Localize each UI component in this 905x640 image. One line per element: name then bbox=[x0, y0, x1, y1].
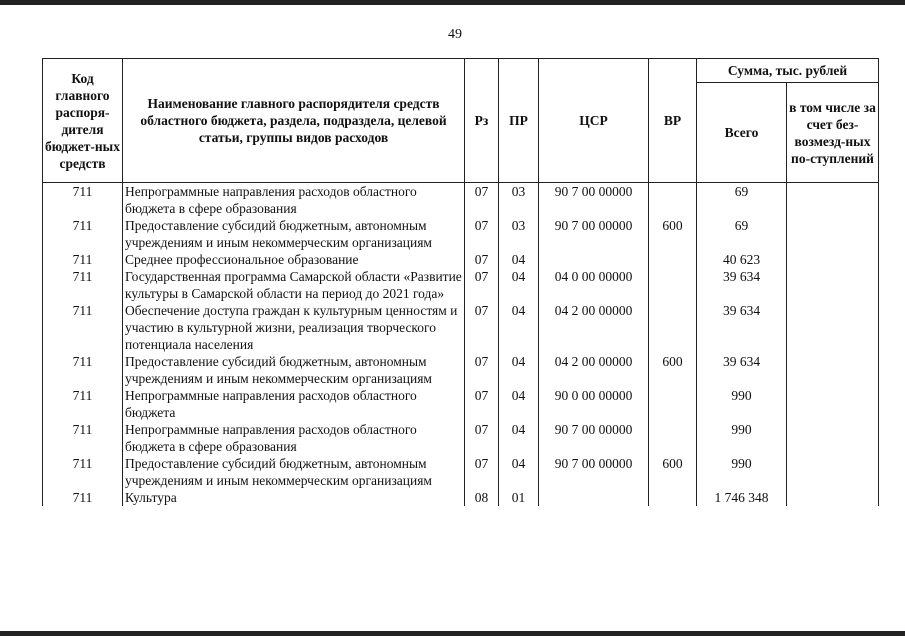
table-row bbox=[43, 251, 879, 268]
table-row bbox=[43, 387, 879, 421]
cell-grants bbox=[787, 489, 879, 506]
table-row bbox=[43, 217, 879, 251]
cell-code: 711 bbox=[43, 421, 123, 455]
cell-total: 990 bbox=[697, 455, 787, 489]
cell-rz: 07 bbox=[465, 251, 499, 268]
cell-pr: 04 bbox=[499, 268, 539, 302]
cell-pr: 04 bbox=[499, 387, 539, 421]
cell-total: 39 634 bbox=[697, 353, 787, 387]
cell-rz: 07 bbox=[465, 302, 499, 353]
cell-pr: 04 bbox=[499, 421, 539, 455]
cell-name: Обеспечение доступа граждан к культурным ценностям и участию в культурной жизни, реализация творческого потенциала населения bbox=[123, 302, 465, 353]
header-csr: ЦСР bbox=[539, 59, 649, 183]
cell-pr: 04 bbox=[499, 302, 539, 353]
cell-csr: 90 7 00 00000 bbox=[539, 421, 649, 455]
cell-vr: 600 bbox=[649, 353, 697, 387]
header-grants: в том числе за счет без-возмезд-ных по-ступлений bbox=[787, 83, 879, 183]
cell-csr: 04 0 00 00000 bbox=[539, 268, 649, 302]
cell-name: Государственная программа Самарской области «Развитие культуры в Самарской области на период до 2021 года» bbox=[123, 268, 465, 302]
cell-vr: 600 bbox=[649, 217, 697, 251]
header-rz: Рз bbox=[465, 59, 499, 183]
table-row bbox=[43, 183, 879, 218]
cell-grants bbox=[787, 251, 879, 268]
cell-code: 711 bbox=[43, 489, 123, 506]
header-code: Код главного распоря-дителя бюджет-ных средств bbox=[43, 59, 123, 183]
cell-vr bbox=[649, 268, 697, 302]
header-name: Наименование главного распорядителя средств областного бюджета, раздела, подраздела, целевой статьи, группы видов расходов bbox=[123, 59, 465, 183]
cell-grants bbox=[787, 183, 879, 218]
table-row bbox=[43, 302, 879, 353]
cell-name: Предоставление субсидий бюджетным, автономным учреждениям и иным некоммерческим организациям bbox=[123, 353, 465, 387]
cell-vr bbox=[649, 183, 697, 218]
cell-total: 990 bbox=[697, 387, 787, 421]
cell-total: 69 bbox=[697, 217, 787, 251]
cell-name: Предоставление субсидий бюджетным, автономным учреждениям и иным некоммерческим организациям bbox=[123, 217, 465, 251]
cell-total: 39 634 bbox=[697, 268, 787, 302]
cell-total: 1 746 348 bbox=[697, 489, 787, 506]
cell-total: 69 bbox=[697, 183, 787, 218]
cell-grants bbox=[787, 302, 879, 353]
cell-csr: 90 7 00 00000 bbox=[539, 455, 649, 489]
cell-vr bbox=[649, 387, 697, 421]
cell-name: Среднее профессиональное образование bbox=[123, 251, 465, 268]
cell-vr bbox=[649, 251, 697, 268]
cell-name: Непрограммные направления расходов областного бюджета в сфере образования bbox=[123, 183, 465, 218]
cell-grants bbox=[787, 217, 879, 251]
cell-csr: 90 7 00 00000 bbox=[539, 183, 649, 218]
table-body bbox=[43, 183, 879, 507]
cell-csr bbox=[539, 251, 649, 268]
page-number: 49 bbox=[448, 27, 462, 42]
cell-csr bbox=[539, 489, 649, 506]
cell-code: 711 bbox=[43, 302, 123, 353]
cell-grants bbox=[787, 421, 879, 455]
cell-pr: 03 bbox=[499, 183, 539, 218]
cell-code: 711 bbox=[43, 455, 123, 489]
cell-pr: 03 bbox=[499, 217, 539, 251]
header-total: Всего bbox=[697, 83, 787, 183]
cell-rz: 07 bbox=[465, 387, 499, 421]
cell-rz: 07 bbox=[465, 353, 499, 387]
header-sum: Сумма, тыс. рублей bbox=[697, 59, 879, 83]
table-row bbox=[43, 268, 879, 302]
cell-pr: 01 bbox=[499, 489, 539, 506]
table-row bbox=[43, 489, 879, 506]
cell-total: 990 bbox=[697, 421, 787, 455]
cell-code: 711 bbox=[43, 217, 123, 251]
table-row bbox=[43, 421, 879, 455]
cell-pr: 04 bbox=[499, 455, 539, 489]
cell-rz: 07 bbox=[465, 455, 499, 489]
cell-rz: 08 bbox=[465, 489, 499, 506]
cell-vr bbox=[649, 421, 697, 455]
cell-pr: 04 bbox=[499, 251, 539, 268]
cell-name: Непрограммные направления расходов областного бюджета bbox=[123, 387, 465, 421]
cell-code: 711 bbox=[43, 268, 123, 302]
cell-total: 40 623 bbox=[697, 251, 787, 268]
table-row bbox=[43, 455, 879, 489]
top-rule bbox=[0, 0, 905, 5]
cell-grants bbox=[787, 455, 879, 489]
cell-rz: 07 bbox=[465, 268, 499, 302]
table-row bbox=[43, 353, 879, 387]
header-pr: ПР bbox=[499, 59, 539, 183]
cell-csr: 90 7 00 00000 bbox=[539, 217, 649, 251]
cell-vr: 600 bbox=[649, 455, 697, 489]
bottom-rule bbox=[0, 631, 905, 636]
cell-rz: 07 bbox=[465, 183, 499, 218]
cell-code: 711 bbox=[43, 387, 123, 421]
cell-csr: 04 2 00 00000 bbox=[539, 353, 649, 387]
cell-total: 39 634 bbox=[697, 302, 787, 353]
cell-grants bbox=[787, 353, 879, 387]
cell-code: 711 bbox=[43, 353, 123, 387]
cell-grants bbox=[787, 268, 879, 302]
cell-rz: 07 bbox=[465, 421, 499, 455]
cell-code: 711 bbox=[43, 183, 123, 218]
budget-table bbox=[42, 58, 879, 506]
cell-vr bbox=[649, 302, 697, 353]
cell-rz: 07 bbox=[465, 217, 499, 251]
cell-csr: 04 2 00 00000 bbox=[539, 302, 649, 353]
cell-grants bbox=[787, 387, 879, 421]
cell-code: 711 bbox=[43, 251, 123, 268]
cell-name: Предоставление субсидий бюджетным, автономным учреждениям и иным некоммерческим организациям bbox=[123, 455, 465, 489]
cell-csr: 90 0 00 00000 bbox=[539, 387, 649, 421]
cell-pr: 04 bbox=[499, 353, 539, 387]
cell-name: Культура bbox=[123, 489, 465, 506]
header-vr: ВР bbox=[649, 59, 697, 183]
cell-vr bbox=[649, 489, 697, 506]
cell-name: Непрограммные направления расходов областного бюджета в сфере образования bbox=[123, 421, 465, 455]
